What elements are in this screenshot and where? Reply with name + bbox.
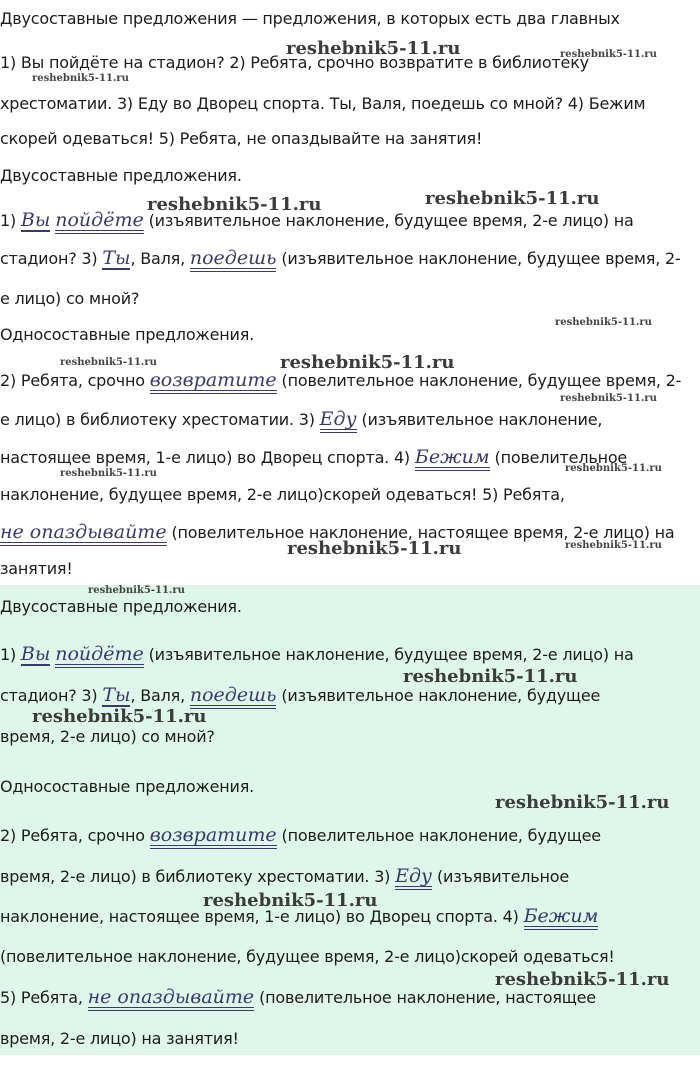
sentence-text: (повелительное наклонение, будущее: [276, 826, 601, 845]
predicate-word: поедешь: [190, 248, 277, 272]
sentence-text: 5) Ребята,: [0, 988, 83, 1007]
subject-word: Ты: [102, 247, 131, 269]
green-sentence-2f: время, 2-е лицо) на занятия!: [0, 1029, 239, 1048]
sentence-text: (повелительное наклонение, настоящее время, 2-е лицо) на: [166, 523, 675, 542]
sentence-text: наклонение, настоящее время, 1-е лицо) во Дворец спорта. 4): [0, 907, 519, 926]
green-sentence-1: [0, 644, 634, 668]
sentence-1b: [0, 248, 681, 272]
green-sentence-2d: (повелительное наклонение, будущее время, 2-е лицо)скорей одеваться!: [0, 947, 615, 966]
watermark: reshebnik5-11.ru: [203, 890, 378, 911]
sentence-number: 1): [0, 211, 17, 230]
task-line-3: скорей одеваться! 5) Ребята, не опаздывайте на занятия!: [0, 129, 483, 148]
sentence-text: (изъявительное наклонение, будущее время, 2-е лицо) на: [143, 645, 634, 664]
watermark: reshebnik5-11.ru: [425, 188, 600, 209]
green-two-part-heading: Двусоставные предложения.: [0, 597, 242, 616]
sentence-text: настоящее время, 1-е лицо) во Дворец спорта. 4): [0, 448, 410, 467]
watermark: reshebnik5-11.ru: [403, 666, 578, 687]
subject-word: Вы: [20, 643, 51, 665]
sentence-text: 2) Ребята, срочно: [0, 826, 145, 845]
sentence-text: (повелительное наклонение, будущее время, 2-: [276, 371, 682, 390]
sentence-2f: занятия!: [0, 559, 73, 578]
watermark: reshebnik5-11.ru: [286, 38, 461, 59]
green-sentence-2: [0, 825, 601, 849]
watermark: reshebnik5-11.ru: [495, 792, 670, 813]
predicate-word: Еду: [320, 409, 357, 433]
predicate-word: пойдёте: [55, 644, 143, 668]
predicate-word: Бежим: [415, 447, 490, 471]
watermark: reshebnik5-11.ru: [565, 540, 662, 551]
task-line-1: 1) Вы пойдёте на стадион? 2) Ребята, срочно возвратите в библиотеку: [0, 53, 589, 72]
subject-word: Вы: [20, 209, 51, 231]
sentence-text: (изъявительное наклонение, будущее время, 2-е лицо) на: [143, 211, 634, 230]
predicate-word: пойдёте: [55, 210, 143, 234]
sentence-text: , Валя,: [130, 686, 185, 705]
watermark: reshebnik5-11.ru: [495, 969, 670, 990]
green-one-part-heading: Односоставные предложения.: [0, 777, 255, 796]
sentence-number: 1): [0, 645, 17, 664]
predicate-word: поедешь: [190, 685, 277, 709]
predicate-word: не опаздывайте: [88, 987, 255, 1011]
green-sentence-2b: [0, 866, 569, 890]
green-sentence-1c: время, 2-е лицо) со мной?: [0, 727, 215, 746]
sentence-text: стадион? 3): [0, 249, 98, 268]
watermark: reshebnik5-11.ru: [147, 194, 322, 215]
task-line-2: хрестоматии. 3) Еду во Дворец спорта. Ты, Валя, поедешь со мной? 4) Бежим: [0, 94, 646, 113]
sentence-text: , Валя,: [130, 249, 185, 268]
sentence-text: (повелительное наклонение, настоящее: [254, 988, 596, 1007]
watermark: reshebnik5-11.ru: [560, 49, 657, 60]
sentence-text: стадион? 3): [0, 686, 98, 705]
watermark: reshebnik5-11.ru: [560, 393, 657, 404]
two-part-heading: Двусоставные предложения.: [0, 166, 242, 185]
watermark: reshebnik5-11.ru: [287, 538, 462, 559]
watermark: reshebnik5-11.ru: [60, 468, 157, 479]
sentence-text: е лицо) в библиотеку хрестоматии. 3): [0, 410, 315, 429]
sentence-2b: [0, 409, 602, 433]
sentence-text: время, 2-е лицо) в библиотеку хрестоматии. 3): [0, 867, 391, 886]
predicate-word: Еду: [395, 866, 432, 890]
sentence-text: (повелительное: [489, 448, 628, 467]
watermark: reshebnik5-11.ru: [555, 317, 652, 328]
sentence-2: [0, 370, 681, 394]
predicate-word: Бежим: [524, 906, 599, 930]
predicate-word: возвратите: [150, 825, 277, 849]
intro-text: Двусоставные предложения — предложения, в которых есть два главных: [0, 9, 620, 28]
sentence-text: (изъявительное наклонение, будущее: [276, 686, 601, 705]
watermark: reshebnik5-11.ru: [32, 706, 207, 727]
watermark: reshebnik5-11.ru: [60, 357, 157, 368]
predicate-word: возвратите: [150, 370, 277, 394]
subject-word: Ты: [102, 684, 131, 706]
watermark: reshebnik5-11.ru: [32, 73, 129, 84]
sentence-text: (изъявительное наклонение,: [356, 410, 603, 429]
watermark: reshebnik5-11.ru: [280, 352, 455, 373]
sentence-text: (изъявительное наклонение, будущее время, 2-: [276, 249, 681, 268]
one-part-heading: Односоставные предложения.: [0, 325, 255, 344]
sentence-text: 2) Ребята, срочно: [0, 371, 145, 390]
green-sentence-2e: [0, 987, 596, 1011]
watermark: reshebnik5-11.ru: [88, 585, 185, 596]
sentence-text: (изъявительное: [432, 867, 569, 886]
watermark: reshebnik5-11.ru: [565, 463, 662, 474]
sentence-2d: наклонение, будущее время, 2-е лицо)скорей одеваться! 5) Ребята,: [0, 485, 565, 504]
predicate-word: не опаздывайте: [0, 522, 167, 546]
sentence-1c: е лицо) со мной?: [0, 289, 140, 308]
